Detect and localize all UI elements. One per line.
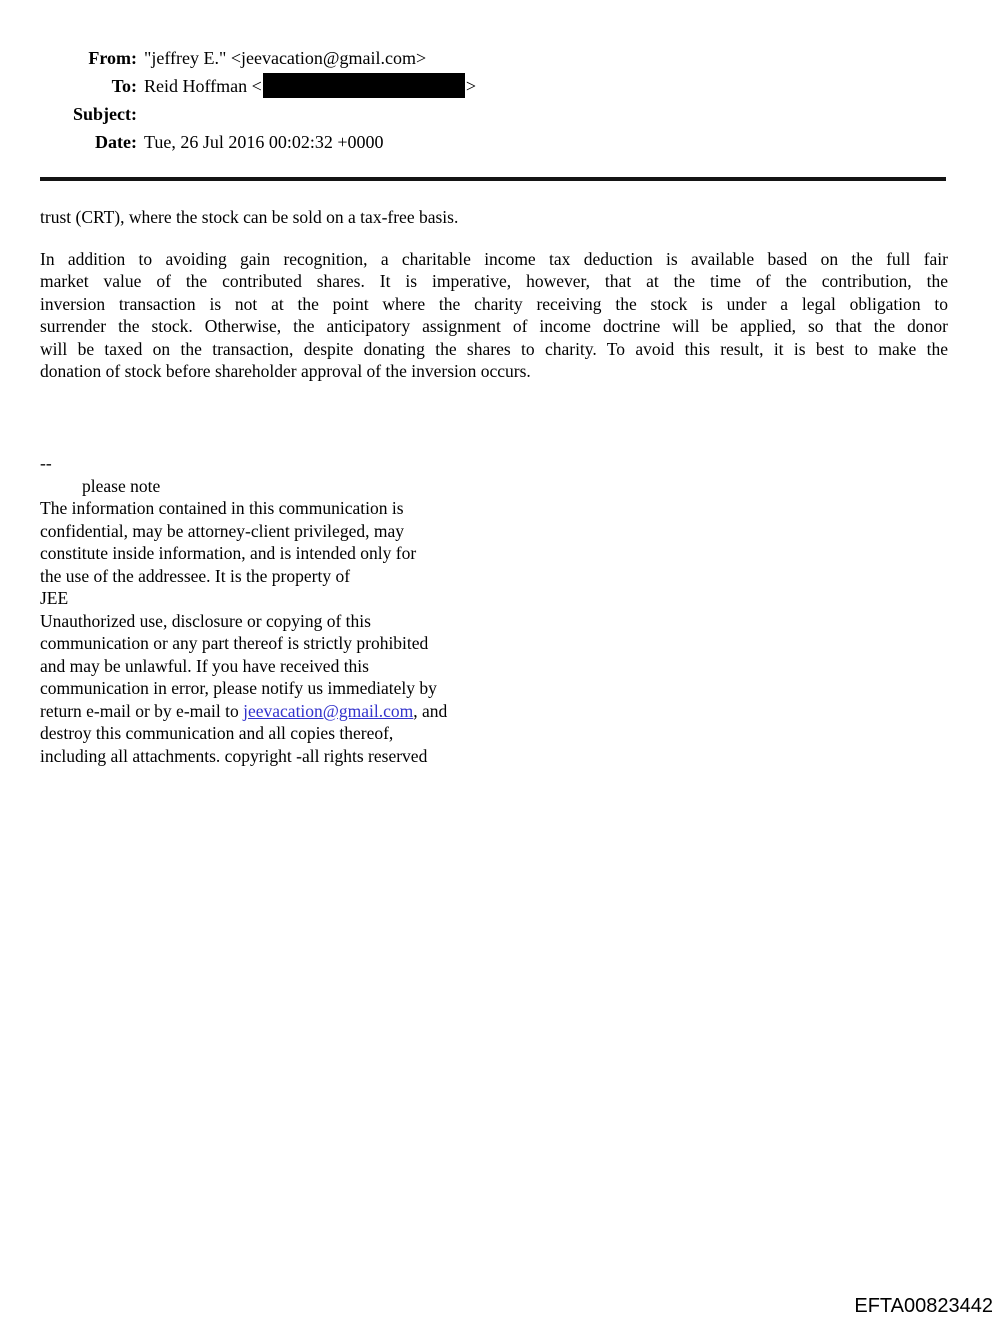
email-header (40, 44, 476, 156)
date-value: Tue, 26 Jul 2016 00:02:32 +0000 (144, 132, 384, 152)
header-divider-rule (40, 177, 946, 181)
signature-divider: -- (40, 453, 52, 473)
signature-line: Unauthorized use, disclosure or copying of this (40, 610, 371, 631)
body-paragraph-line: donation of stock before shareholder approval of the inversion occurs. (40, 361, 531, 381)
signature-line: communication in error, please notify us immediately by (40, 678, 437, 698)
body-paragraph-line: surrender the stock. Otherwise, the anticipatory assignment of income doctrine will be applied, so that the donor (40, 316, 948, 336)
redaction-box (263, 73, 465, 98)
header-row-to (40, 72, 476, 100)
to-value (144, 72, 476, 100)
header-row-date (40, 128, 476, 156)
email-body (40, 206, 948, 383)
to-value-prefix: Reid Hoffman < (144, 76, 262, 96)
body-paragraph-line: will be taxed on the transaction, despite donating the shares to charity. To avoid this result, it is best to make the (40, 338, 948, 359)
signature-line: constitute inside information, and is intended only for (40, 543, 417, 563)
signature-line: communication or any part thereof is strictly prohibited (40, 633, 429, 653)
signature-note-line: please note (82, 475, 161, 496)
signature-line: JEE (40, 588, 69, 608)
email-signature-disclaimer (40, 452, 560, 767)
to-label: To: (111, 76, 137, 96)
signature-line: including all attachments. copyright -all rights reserved (40, 745, 428, 766)
date-label: Date: (95, 132, 137, 152)
body-paragraph-line: inversion transaction is not at the point where the charity receiving the stock is under a legal obligation to (40, 293, 948, 314)
body-paragraph-line: market value of the contributed shares. It is imperative, however, that at the time of the contribution, the (40, 271, 948, 291)
body-opening-line: trust (CRT), where the stock can be sold on a tax-free basis. (40, 207, 459, 227)
header-row-subject (40, 100, 476, 128)
signature-line: and may be unlawful. If you have received this (40, 655, 369, 676)
signature-link-line (40, 700, 560, 723)
signature-line: confidential, may be attorney-client privileged, may (40, 520, 404, 541)
bates-number: EFTA00823442 (854, 1295, 993, 1317)
signature-line: the use of the addressee. It is the property of (40, 565, 351, 586)
subject-label: Subject: (73, 104, 137, 124)
header-row-from (40, 44, 476, 72)
from-label: From: (88, 48, 137, 68)
link-line-suffix: , and (413, 700, 448, 721)
to-value-suffix: > (465, 76, 476, 96)
email-link[interactable]: jeevacation@gmail.com (243, 700, 414, 721)
from-value: "jeffrey E." <jeevacation@gmail.com> (144, 48, 427, 68)
signature-line: destroy this communication and all copies thereof, (40, 723, 394, 743)
signature-line: The information contained in this communication is (40, 498, 404, 518)
link-line-prefix: return e-mail or by e-mail to (40, 700, 244, 721)
body-paragraph-line: In addition to avoiding gain recognition, a charitable income tax deduction is available based on the full fair (40, 248, 948, 269)
